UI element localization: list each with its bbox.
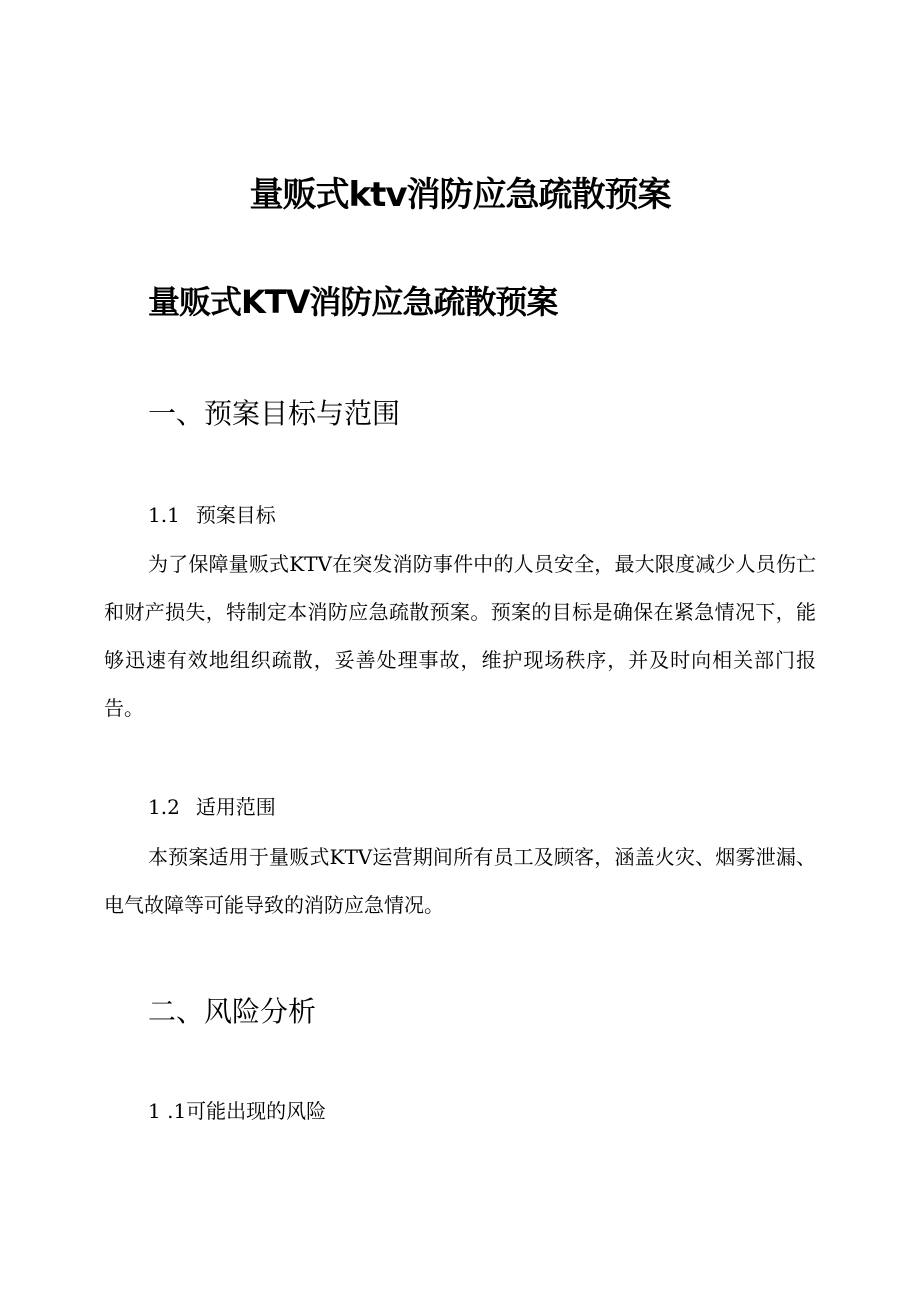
subsection-title: 预案目标 [195,503,276,527]
subsection-heading-2-1: 1 .1可能出现的风险 [148,1099,327,1123]
paragraph-scope: 本预案适用于量贩式KTV运营期间所有员工及顾客，涵盖火灾、烟雾泄漏、电气故障等可能导致的消防应急情况。 [104,845,816,917]
subsection-heading-1-1 [148,500,276,530]
paragraph-goal: 为了保障量贩式KTV在突发消防事件中的人员安全，最大限度减少人员伤亡和财产损失，特制定本消防应急疏散预案。预案的目标是确保在紧急情况下，能够迅速有效地组织疏散，妥善处理事故，维护现场秩序，并及时向相关部门报告。 [104,552,816,720]
section-heading-2: 二、风险分析 [148,995,317,1028]
main-heading: 量贩式KTV消防应急疏散预案 [148,283,558,321]
subsection-number: 1.2 [148,795,180,819]
subsection-title: 适用范围 [195,795,276,819]
document-title: 量贩式ktv消防应急疏散预案 [249,175,671,215]
section-heading-1: 一、预案目标与范围 [148,397,401,430]
subsection-number: 1.1 [148,503,180,527]
subsection-heading-1-2 [148,792,276,822]
